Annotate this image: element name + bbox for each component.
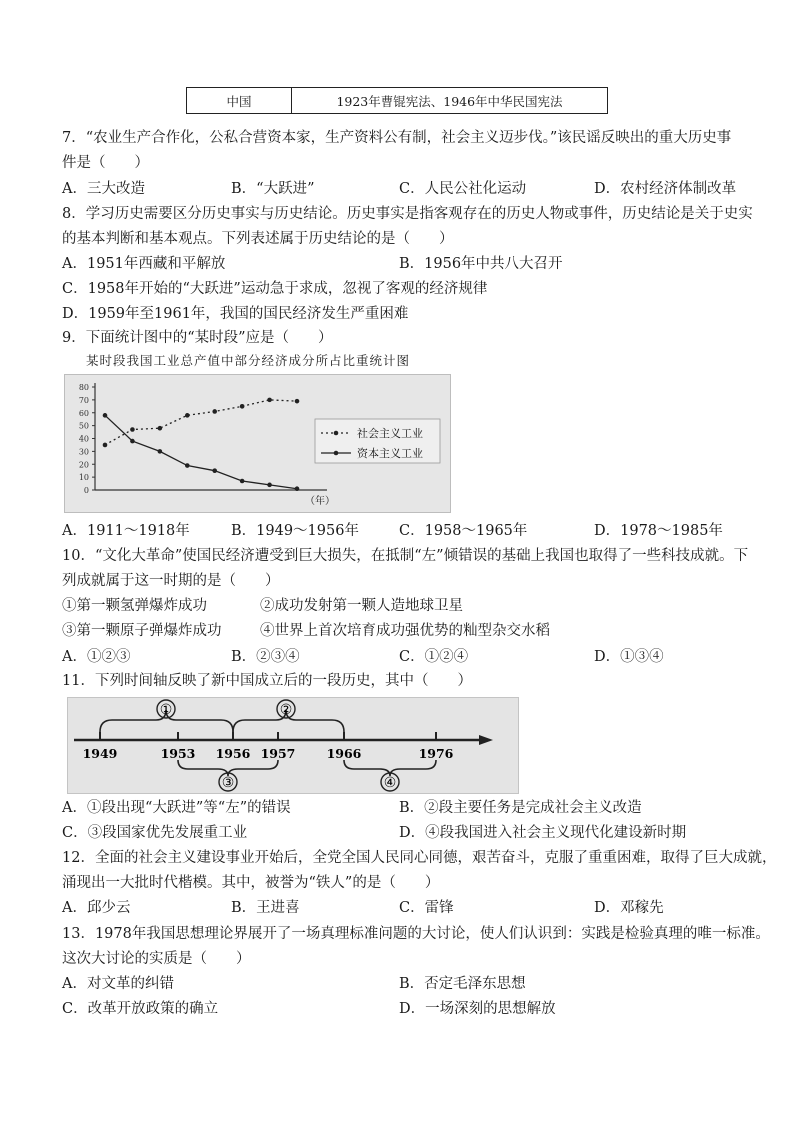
chart-y-tick-label: 10 [78, 473, 89, 483]
q7-stem-line2: 件是（ ） [62, 155, 149, 171]
q8-option-d[interactable]: D．1959年至1961年，我国的国民经济发生严重困难 [62, 306, 409, 322]
chart-point-s1-7 [295, 486, 300, 491]
timeline-year-1956: 1956 [215, 746, 251, 761]
q8-option-b[interactable]: B．1956年中共八大召开 [399, 256, 563, 272]
q7-option-a[interactable]: A．三大改造 [62, 181, 145, 197]
q10-item-3: ③第一颗原子弹爆炸成功 [62, 623, 222, 639]
q13-option-c[interactable]: C．改革开放政策的确立 [62, 1001, 219, 1017]
chart-legend-label-0: 社会主义工业 [357, 427, 423, 440]
q13-stem-line1: 13．1978年我国思想理论界展开了一场真理标准问题的大讨论，使人们认识到：实践是检验真理的唯一标准。 [62, 926, 770, 942]
chart-x-label: （年） [305, 496, 335, 507]
chart-y-tick-label: 70 [78, 395, 89, 405]
chart-y-tick-label: 80 [78, 383, 89, 392]
chart-legend-marker-0 [334, 431, 339, 436]
constitution-table-row [186, 87, 608, 114]
q11-stem: 11．下列时间轴反映了新中国成立后的一段历史，其中（ ） [62, 673, 472, 689]
q10-item-1: ①第一颗氢弹爆炸成功 [62, 598, 207, 614]
chart-series-line-0 [105, 400, 297, 445]
q10-option-c[interactable]: C．①②④ [399, 649, 469, 665]
chart-point-s1-0 [103, 413, 108, 418]
q7-option-d[interactable]: D．农村经济体制改革 [594, 181, 737, 197]
industry-share-chart [64, 374, 451, 513]
chart-y-tick-label: 40 [78, 434, 89, 444]
q7-option-c[interactable]: C．人民公社化运动 [399, 181, 527, 197]
q12-option-c[interactable]: C．雷锋 [399, 900, 454, 916]
q10-stem-line2: 列成就属于这一时期的是（ ） [62, 573, 280, 589]
q10-item-4: ④世界上首次培育成功强优势的籼型杂交水稻 [260, 623, 550, 639]
q11-option-b[interactable]: B．②段主要任务是完成社会主义改造 [399, 800, 642, 816]
history-timeline [67, 697, 519, 794]
chart-point-s1-6 [267, 483, 272, 488]
q8-option-a[interactable]: A．1951年西藏和平解放 [62, 256, 226, 272]
chart-point-s0-4 [212, 409, 217, 414]
q10-stem-line1: 10．“文化大革命”使国民经济遭受到巨大损失，在抵制“左”倾错误的基础上我国也取得了一些科技成就。下 [62, 548, 749, 564]
q12-stem-line2: 涌现出一大批时代楷模。其中，被誉为“铁人”的是（ ） [62, 875, 440, 891]
chart-title: 某时段我国工业总产值中部分经济成分所占比重统计图 [86, 353, 411, 368]
q7-stem-line1: 7．“农业生产合作化，公私合营资本家，生产资料公有制，社会主义迈步伐。”该民谣反映出的重大历史事 [62, 130, 732, 146]
q10-item-2: ②成功发射第一颗人造地球卫星 [260, 598, 463, 614]
chart-y-tick-label: 30 [78, 447, 89, 457]
q13-option-a[interactable]: A．对文革的纠错 [62, 976, 174, 992]
q13-option-b[interactable]: B．否定毛泽东思想 [399, 976, 526, 992]
q12-stem-line1: 12．全面的社会主义建设事业开始后，全党全国人民同心同德，艰苦奋斗，克服了重重困难，取得了巨大成就， [62, 850, 777, 866]
q7-option-b[interactable]: B．“大跃进” [231, 181, 315, 197]
q12-option-b[interactable]: B．王进喜 [231, 900, 300, 916]
q9-option-d[interactable]: D．1978～1985年 [594, 523, 723, 539]
q10-option-a[interactable]: A．①②③ [62, 649, 131, 665]
chart-point-s1-2 [158, 449, 163, 454]
q11-option-d[interactable]: D．④段我国进入社会主义现代化建设新时期 [399, 825, 687, 841]
chart-point-s1-4 [212, 468, 217, 473]
q11-option-c[interactable]: C．③段国家优先发展重工业 [62, 825, 248, 841]
segment-1-label: ① [159, 702, 173, 718]
chart-point-s0-5 [240, 404, 245, 409]
chart-legend-label-1: 资本主义工业 [357, 447, 423, 460]
timeline-year-1949: 1949 [82, 746, 118, 761]
q9-option-b[interactable]: B．1949～1956年 [231, 523, 359, 539]
timeline-year-1957: 1957 [260, 746, 296, 761]
chart-point-s0-0 [103, 443, 108, 448]
chart-point-s1-5 [240, 479, 245, 484]
chart-series-line-1 [105, 415, 297, 488]
q12-option-a[interactable]: A．邱少云 [62, 900, 131, 916]
chart-y-tick-label: 50 [78, 421, 89, 431]
segment-3-label: ③ [221, 775, 235, 791]
q10-option-d[interactable]: D．①③④ [594, 649, 664, 665]
chart-point-s1-3 [185, 463, 190, 468]
timeline-year-1953: 1953 [160, 746, 196, 761]
q8-stem-line1: 8．学习历史需要区分历史事实与历史结论。历史事实是指客观存在的历史人物或事件，历史结论是关于史实 [62, 206, 753, 222]
chart-point-s0-2 [158, 426, 163, 431]
q13-stem-line2: 这次大讨论的实质是（ ） [62, 951, 251, 967]
chart-point-s0-7 [295, 399, 300, 404]
q8-option-c[interactable]: C．1958年开始的“大跃进”运动急于求成，忽视了客观的经济规律 [62, 281, 488, 297]
chart-svg [65, 375, 450, 512]
q9-option-c[interactable]: C．1958～1965年 [399, 523, 528, 539]
q9-option-a[interactable]: A．1911～1918年 [62, 523, 190, 539]
q10-option-b[interactable]: B．②③④ [231, 649, 300, 665]
chart-point-s0-6 [267, 398, 272, 403]
timeline-year-1966: 1966 [326, 746, 362, 761]
chart-y-tick-label: 60 [78, 408, 89, 418]
table-cell-country: 中国 [187, 88, 292, 113]
q9-stem: 9．下面统计图中的“某时段”应是（ ） [62, 330, 333, 346]
segment-4-label: ④ [383, 775, 397, 791]
chart-legend-marker-1 [334, 451, 339, 456]
chart-point-s0-3 [185, 413, 190, 418]
q12-option-d[interactable]: D．邓稼先 [594, 900, 664, 916]
chart-point-s1-1 [130, 439, 135, 444]
chart-y-tick-label: 20 [78, 460, 89, 470]
timeline-year-1976: 1976 [418, 746, 454, 761]
q11-option-a[interactable]: A．①段出现“大跃进”等“左”的错误 [62, 800, 291, 816]
timeline-svg [68, 698, 518, 793]
q8-stem-line2: 的基本判断和基本观点。下列表述属于历史结论的是（ ） [62, 231, 454, 247]
chart-point-s0-1 [130, 427, 135, 432]
chart-y-tick-label: 0 [83, 486, 89, 495]
q13-option-d[interactable]: D．一场深刻的思想解放 [399, 1001, 556, 1017]
segment-2-label: ② [279, 702, 293, 718]
table-cell-constitutions: 1923年曹锟宪法、1946年中华民国宪法 [336, 93, 563, 109]
